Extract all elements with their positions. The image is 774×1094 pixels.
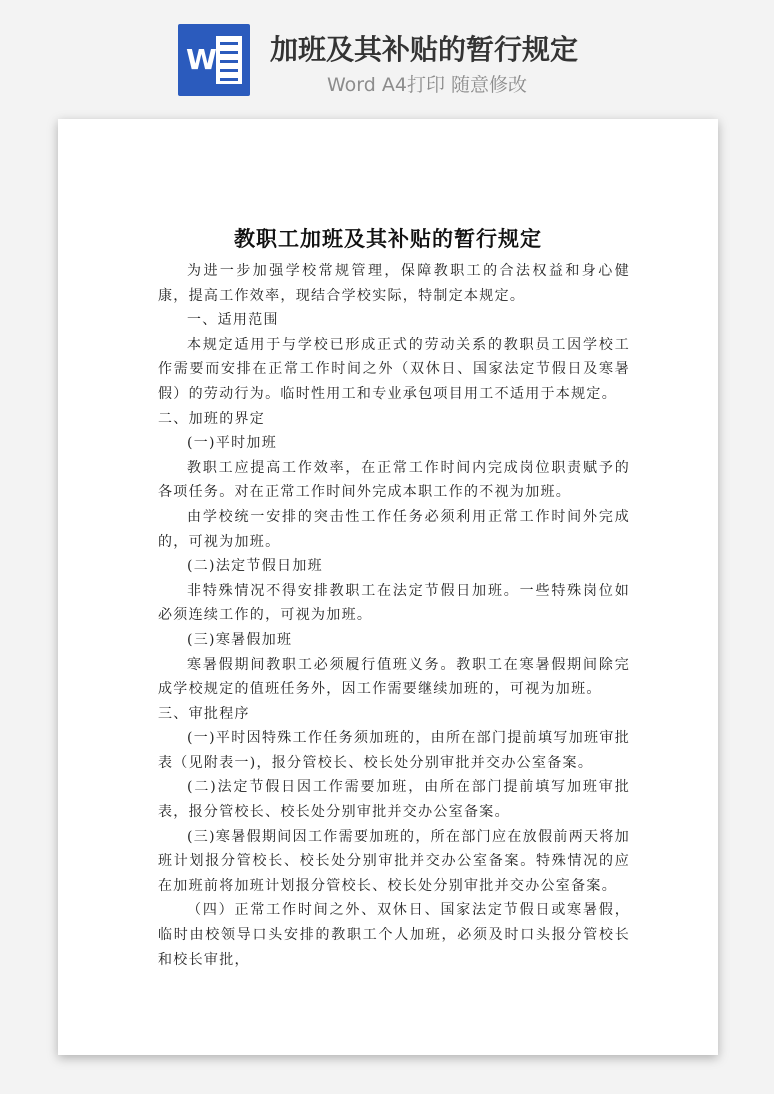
document-paragraph: 由学校统一安排的突击性工作任务必须利用正常工作时间外完成的，可视为加班。 <box>158 508 630 550</box>
document-paragraph: 为进一步加强学校常规管理，保障教职工的合法权益和身心健康，提高工作效率，现结合学校实际，特制定本规定。 <box>158 263 630 304</box>
document-paragraph: （四）正常工作时间之外、双休日、国家法定节假日或寒暑假，临时由校领导口头安排的教职工个人加班，必须及时口头报分管校长和校长审批， <box>158 902 630 968</box>
watermark: ​ <box>88 542 108 566</box>
document-title: 教职工加班及其补贴的暂行规定 <box>234 227 542 251</box>
document-paragraph: (二)法定节假日因工作需要加班，由所在部门提前填写加班审批表，报分管校长、校长处分别审批并交办公室备案。 <box>158 779 630 821</box>
document-paragraph: 非特殊情况不得安排教职工在法定节假日加班。一些特殊岗位如必须连续工作的，可视为加班。 <box>158 582 630 624</box>
document-paragraph: 寒暑假期间教职工必须履行值班义务。教职工在寒暑假期间除完成学校规定的值班任务外，因工作需要继续加班的，可视为加班。 <box>158 656 630 698</box>
document-page <box>58 119 718 1055</box>
document-paragraph: 一、适用范围 <box>187 312 279 329</box>
word-icon-letter: W <box>186 43 217 76</box>
document-body <box>158 259 630 972</box>
document-paragraph: 教职工应提高工作效率，在正常工作时间内完成岗位职责赋予的各项任务。对在正常工作时间外完成本职工作的不视为加班。 <box>158 459 630 501</box>
header-subtitle: Word A4打印 随意修改 <box>327 74 528 96</box>
document-paragraph: 二、加班的界定 <box>158 410 266 427</box>
header-title: 加班及其补贴的暂行规定 <box>270 33 579 66</box>
document-paragraph: (三)寒暑假加班 <box>187 631 293 648</box>
page-header <box>0 0 774 110</box>
document-paragraph: (三)寒暑假期间因工作需要加班的，所在部门应在放假前两天将加班计划报分管校长、校长处分别审批并交办公室备案。特殊情况的应在加班前将加班计划报分管校长、校长处分别审批并交办公室备案。 <box>158 828 630 894</box>
document-paragraph: 三、审批程序 <box>158 705 250 722</box>
document-paragraph: (一)平时加班 <box>187 435 278 452</box>
document-paragraph: 本规定适用于与学校已形成正式的劳动关系的教职员工因学校工作需要而安排在正常工作时间之外（双休日、国家法定节假日及寒暑假）的劳动行为。临时性用工和专业承包项目用工不适用于本规定。 <box>158 336 630 402</box>
document-paragraph: (二)法定节假日加班 <box>187 558 323 575</box>
word-document-icon <box>178 24 250 96</box>
document-paragraph: (一)平时因特殊工作任务须加班的，由所在部门提前填写加班审批表（见附表一)，报分管校长、校长处分别审批并交办公室备案。 <box>158 730 630 771</box>
